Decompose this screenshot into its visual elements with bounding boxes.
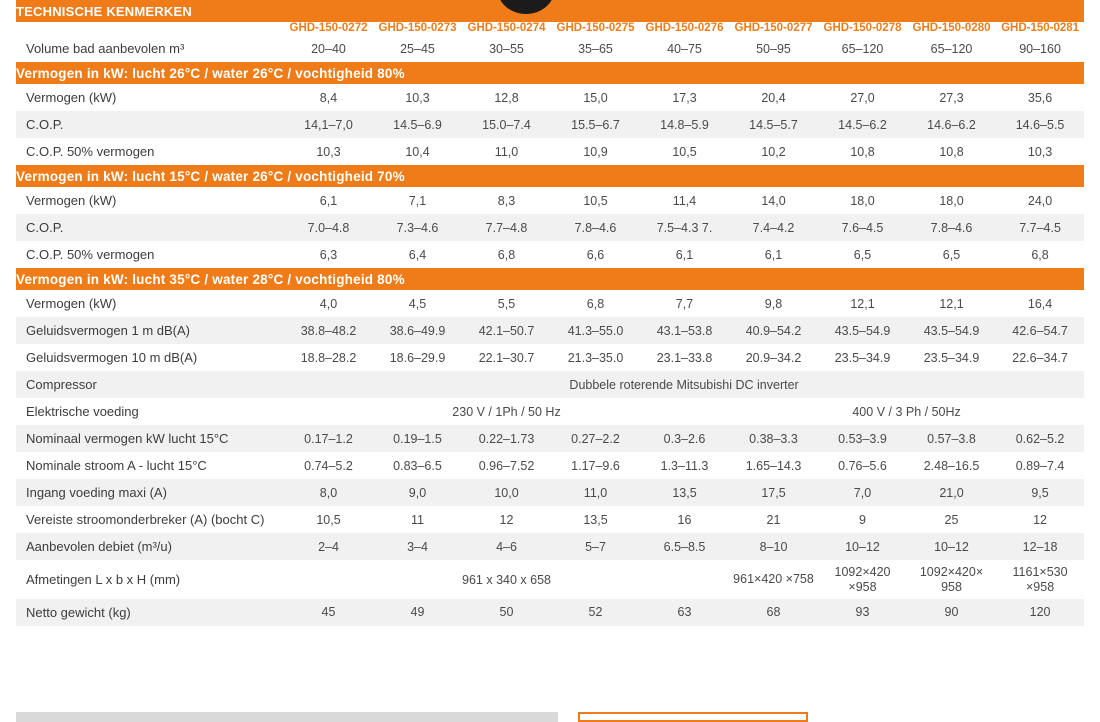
cell: 40–75	[640, 35, 729, 62]
cell: 6,1	[729, 241, 818, 268]
cell: 35,6	[996, 84, 1084, 111]
column-header-3: GHD-150-0275	[551, 22, 640, 35]
cell: 6,6	[551, 241, 640, 268]
cell: 7.7–4.8	[462, 214, 551, 241]
cell-dimensions: 1092×420 ×958	[818, 560, 907, 599]
cell: 12,1	[907, 290, 996, 317]
cell: 12	[462, 506, 551, 533]
column-header-7: GHD-150-0280	[907, 22, 996, 35]
cell: 17,3	[640, 84, 729, 111]
cell: 14.6–6.2	[907, 111, 996, 138]
cell: 0.53–3.9	[818, 425, 907, 452]
section-header-label: Vermogen in kW: lucht 26°C / water 26°C / vochtigheid 80%	[16, 62, 1084, 84]
cell: 93	[818, 599, 907, 626]
cell: 2.48–16.5	[907, 452, 996, 479]
cell: 6,8	[996, 241, 1084, 268]
section-header-label: Vermogen in kW: lucht 15°C / water 26°C / vochtigheid 70%	[16, 165, 1084, 187]
page-title: TECHNISCHE KENMERKEN	[16, 0, 1084, 22]
cell: 20,4	[729, 84, 818, 111]
cell: 68	[729, 599, 818, 626]
cell: 8,4	[284, 84, 373, 111]
column-header-4: GHD-150-0276	[640, 22, 729, 35]
cell: 35–65	[551, 35, 640, 62]
cell: 1.3–11.3	[640, 452, 729, 479]
cell: 6,3	[284, 241, 373, 268]
cell: 10,8	[907, 138, 996, 165]
cell: 12–18	[996, 533, 1084, 560]
cell: 6,4	[373, 241, 462, 268]
cell: 7.5–4.3 7.	[640, 214, 729, 241]
cell-merged: Dubbele roterende Mitsubishi DC inverter	[284, 371, 1084, 398]
cell-dimensions: 961×420 ×758	[729, 560, 818, 599]
cell: 5–7	[551, 533, 640, 560]
cell: 27,0	[818, 84, 907, 111]
table-row-dimensions	[16, 560, 1084, 599]
cell: 65–120	[907, 35, 996, 62]
cell: 9,5	[996, 479, 1084, 506]
cell: 8,0	[284, 479, 373, 506]
cell: 0.38–3.3	[729, 425, 818, 452]
cell: 43.5–54.9	[907, 317, 996, 344]
cell: 10,3	[996, 138, 1084, 165]
cell: 12,8	[462, 84, 551, 111]
cell: 0.3–2.6	[640, 425, 729, 452]
cell: 21	[729, 506, 818, 533]
table-row	[16, 84, 1084, 111]
cell: 40.9–54.2	[729, 317, 818, 344]
table-row	[16, 344, 1084, 371]
footer-decoration	[0, 712, 1100, 722]
row-label: C.O.P.	[16, 111, 284, 138]
cell: 10,5	[551, 187, 640, 214]
table-row	[16, 241, 1084, 268]
cell: 15.5–6.7	[551, 111, 640, 138]
cell: 14.8–5.9	[640, 111, 729, 138]
row-label: Vereiste stroomonderbreker (A) (bocht C)	[16, 506, 284, 533]
cell: 0.89–7.4	[996, 452, 1084, 479]
cell: 10–12	[907, 533, 996, 560]
table-row	[16, 506, 1084, 533]
cell: 0.74–5.2	[284, 452, 373, 479]
cell: 23.5–34.9	[818, 344, 907, 371]
cell: 7.7–4.5	[996, 214, 1084, 241]
column-header-6: GHD-150-0278	[818, 22, 907, 35]
cell-dimensions: 1092×420× 958	[907, 560, 996, 599]
cell: 3–4	[373, 533, 462, 560]
cell: 7.4–4.2	[729, 214, 818, 241]
cell: 11,0	[551, 479, 640, 506]
cell: 6,5	[818, 241, 907, 268]
cell: 10,3	[284, 138, 373, 165]
cell: 18,0	[818, 187, 907, 214]
cell: 12,1	[818, 290, 907, 317]
table-row	[16, 599, 1084, 626]
cell: 6,8	[462, 241, 551, 268]
row-label: Volume bad aanbevolen m³	[16, 35, 284, 62]
cell: 7.0–4.8	[284, 214, 373, 241]
cell: 23.1–33.8	[640, 344, 729, 371]
cell: 8–10	[729, 533, 818, 560]
cell: 0.19–1.5	[373, 425, 462, 452]
cell: 9,8	[729, 290, 818, 317]
cell: 45	[284, 599, 373, 626]
cell: 0.96–7.52	[462, 452, 551, 479]
cell: 23.5–34.9	[907, 344, 996, 371]
cell: 9	[818, 506, 907, 533]
cell: 22.1–30.7	[462, 344, 551, 371]
cell: 10,2	[729, 138, 818, 165]
cell: 7.8–4.6	[907, 214, 996, 241]
cell: 20–40	[284, 35, 373, 62]
cell: 21.3–35.0	[551, 344, 640, 371]
table-row-compressor	[16, 371, 1084, 398]
cell: 5,5	[462, 290, 551, 317]
cell: 1.17–9.6	[551, 452, 640, 479]
cell: 90	[907, 599, 996, 626]
cell: 16,4	[996, 290, 1084, 317]
cell: 41.3–55.0	[551, 317, 640, 344]
cell: 30–55	[462, 35, 551, 62]
table-row	[16, 290, 1084, 317]
row-label: Vermogen (kW)	[16, 290, 284, 317]
cell: 9,0	[373, 479, 462, 506]
cell-dimensions-common: 961 x 340 x 658	[284, 560, 729, 599]
cell: 10,5	[640, 138, 729, 165]
cell: 14.5–5.7	[729, 111, 818, 138]
footer-bar-orange	[578, 712, 808, 722]
table-row-power-supply	[16, 398, 1084, 425]
table-row	[16, 452, 1084, 479]
cell: 120	[996, 599, 1084, 626]
cell: 11	[373, 506, 462, 533]
cell-power-3ph: 400 V / 3 Ph / 50Hz	[729, 398, 1084, 425]
table-row	[16, 533, 1084, 560]
cell: 0.17–1.2	[284, 425, 373, 452]
model-header-blank	[16, 22, 284, 35]
section-header-bar	[16, 62, 1084, 84]
cell: 6.5–8.5	[640, 533, 729, 560]
cell: 6,8	[551, 290, 640, 317]
cell: 6,1	[284, 187, 373, 214]
cell: 52	[551, 599, 640, 626]
row-label: Geluidsvermogen 10 m dB(A)	[16, 344, 284, 371]
footer-bar-grey	[16, 712, 558, 722]
table-row	[16, 111, 1084, 138]
cell: 7.6–4.5	[818, 214, 907, 241]
cell: 24,0	[996, 187, 1084, 214]
cell: 10–12	[818, 533, 907, 560]
cell: 7,1	[373, 187, 462, 214]
cell: 4,5	[373, 290, 462, 317]
cell: 22.6–34.7	[996, 344, 1084, 371]
row-label: C.O.P. 50% vermogen	[16, 138, 284, 165]
cell: 49	[373, 599, 462, 626]
cell: 43.1–53.8	[640, 317, 729, 344]
cell: 7.3–4.6	[373, 214, 462, 241]
cell: 18.6–29.9	[373, 344, 462, 371]
cell: 0.27–2.2	[551, 425, 640, 452]
row-label: Aanbevolen debiet (m³/u)	[16, 533, 284, 560]
cell: 25	[907, 506, 996, 533]
cell-power-1ph: 230 V / 1Ph / 50 Hz	[284, 398, 729, 425]
cell: 14,1–7,0	[284, 111, 373, 138]
cell: 0.57–3.8	[907, 425, 996, 452]
section-header-bar	[16, 165, 1084, 187]
cell: 18,0	[907, 187, 996, 214]
table-row	[16, 187, 1084, 214]
cell: 10,4	[373, 138, 462, 165]
cell: 50–95	[729, 35, 818, 62]
cell: 18.8–28.2	[284, 344, 373, 371]
cell: 2–4	[284, 533, 373, 560]
cell: 4–6	[462, 533, 551, 560]
cell-dimensions: 1161×530 ×958	[996, 560, 1084, 599]
model-header-row	[16, 22, 1084, 35]
cell: 25–45	[373, 35, 462, 62]
cell: 38.6–49.9	[373, 317, 462, 344]
cell: 14.5–6.2	[818, 111, 907, 138]
cell: 7.8–4.6	[551, 214, 640, 241]
cell: 13,5	[551, 506, 640, 533]
row-label: C.O.P. 50% vermogen	[16, 241, 284, 268]
cell: 65–120	[818, 35, 907, 62]
cell: 8,3	[462, 187, 551, 214]
row-label: C.O.P.	[16, 214, 284, 241]
cell: 38.8–48.2	[284, 317, 373, 344]
specification-table	[16, 0, 1084, 626]
cell: 50	[462, 599, 551, 626]
cell: 6,1	[640, 241, 729, 268]
cell: 63	[640, 599, 729, 626]
cell: 0.62–5.2	[996, 425, 1084, 452]
row-label: Ingang voeding maxi (A)	[16, 479, 284, 506]
table-row	[16, 479, 1084, 506]
cell: 4,0	[284, 290, 373, 317]
row-label: Elektrische voeding	[16, 398, 284, 425]
spec-sheet	[16, 0, 1084, 626]
cell: 13,5	[640, 479, 729, 506]
row-label: Nominaal vermogen kW lucht 15°C	[16, 425, 284, 452]
row-label: Nominale stroom A - lucht 15°C	[16, 452, 284, 479]
cell: 90–160	[996, 35, 1084, 62]
cell: 0.22–1.73	[462, 425, 551, 452]
cell: 6,5	[907, 241, 996, 268]
table-row	[16, 317, 1084, 344]
cell: 0.76–5.6	[818, 452, 907, 479]
cell: 10,0	[462, 479, 551, 506]
cell: 10,3	[373, 84, 462, 111]
row-label: Afmetingen L x b x H (mm)	[16, 560, 284, 599]
section-header-label: Vermogen in kW: lucht 35°C / water 28°C / vochtigheid 80%	[16, 268, 1084, 290]
column-header-2: GHD-150-0274	[462, 22, 551, 35]
cell: 42.6–54.7	[996, 317, 1084, 344]
cell: 11,4	[640, 187, 729, 214]
cell: 20.9–34.2	[729, 344, 818, 371]
column-header-1: GHD-150-0273	[373, 22, 462, 35]
cell: 7,7	[640, 290, 729, 317]
cell: 42.1–50.7	[462, 317, 551, 344]
table-row	[16, 214, 1084, 241]
cell: 15,0	[551, 84, 640, 111]
cell: 17,5	[729, 479, 818, 506]
cell: 11,0	[462, 138, 551, 165]
column-header-5: GHD-150-0277	[729, 22, 818, 35]
cell: 10,8	[818, 138, 907, 165]
row-label: Vermogen (kW)	[16, 84, 284, 111]
section-header-bar	[16, 268, 1084, 290]
row-label: Geluidsvermogen 1 m dB(A)	[16, 317, 284, 344]
cell: 12	[996, 506, 1084, 533]
cell: 0.83–6.5	[373, 452, 462, 479]
cell: 27,3	[907, 84, 996, 111]
cell: 10,9	[551, 138, 640, 165]
column-header-8: GHD-150-0281	[996, 22, 1084, 35]
cell: 1.65–14.3	[729, 452, 818, 479]
cell: 43.5–54.9	[818, 317, 907, 344]
table-row	[16, 425, 1084, 452]
cell: 15.0–7.4	[462, 111, 551, 138]
table-row	[16, 35, 1084, 62]
column-header-0: GHD-150-0272	[284, 22, 373, 35]
cell: 7,0	[818, 479, 907, 506]
row-label: Vermogen (kW)	[16, 187, 284, 214]
row-label: Netto gewicht (kg)	[16, 599, 284, 626]
cell: 16	[640, 506, 729, 533]
cell: 10,5	[284, 506, 373, 533]
cell: 14.5–6.9	[373, 111, 462, 138]
table-row	[16, 138, 1084, 165]
cell: 14,0	[729, 187, 818, 214]
row-label: Compressor	[16, 371, 284, 398]
document-title-bar	[16, 0, 1084, 22]
cell: 21,0	[907, 479, 996, 506]
cell: 14.6–5.5	[996, 111, 1084, 138]
